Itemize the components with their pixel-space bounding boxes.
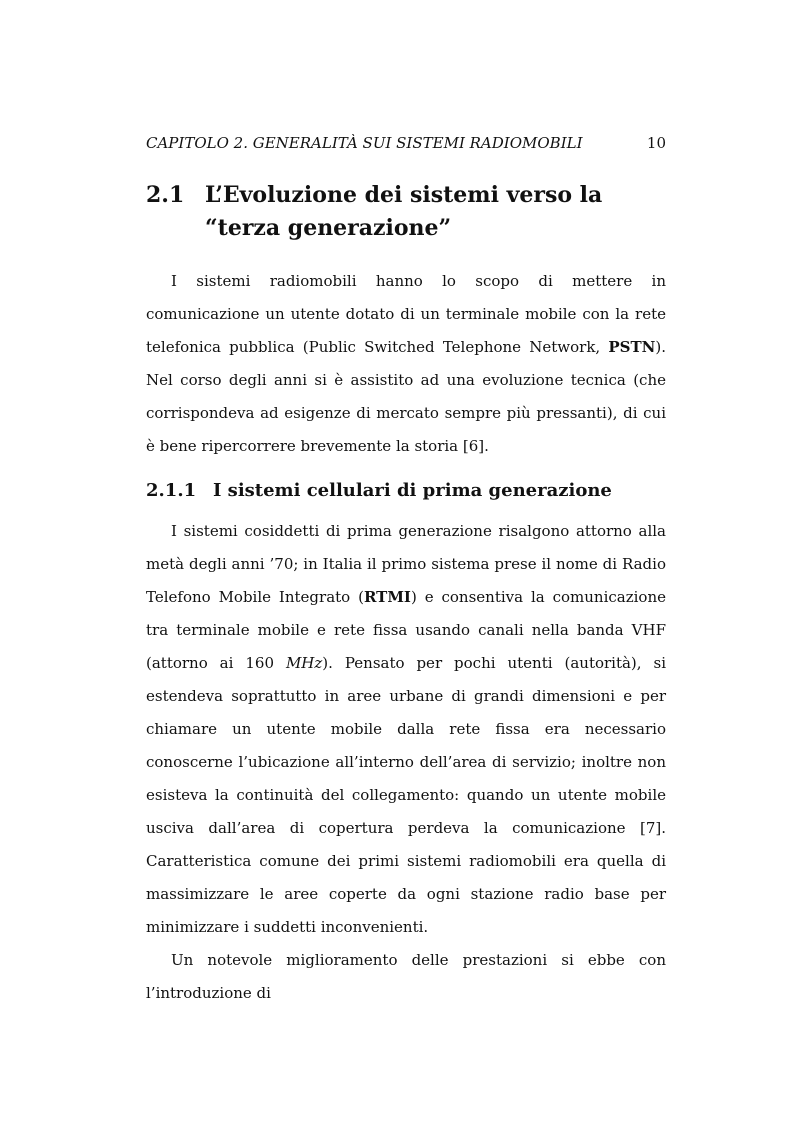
page-number: 10 bbox=[646, 134, 666, 152]
frequency-unit: MHz bbox=[285, 654, 323, 672]
paragraph-intro bbox=[146, 265, 666, 463]
pstn-abbreviation: PSTN bbox=[608, 338, 656, 356]
document-page bbox=[146, 132, 666, 1010]
paragraph-first-generation-text-2: ) e consentiva la comunicazione tra terminale mobile e rete fissa usando canali nella banda VHF (attorno ai 160 bbox=[146, 588, 666, 672]
paragraph-continuation bbox=[146, 944, 666, 1010]
section-title: L’Evoluzione dei sistemi verso la “terza generazione” bbox=[205, 182, 603, 241]
section-heading bbox=[146, 179, 666, 245]
paragraph-intro-text-1: I sistemi radiomobili hanno lo scopo di mettere in comunicazione un utente dotato di un terminale mobile con la rete telefonica pubblica (Public Switched Telephone Network, bbox=[146, 272, 666, 356]
paragraph-continuation-text: Un notevole miglioramento delle prestazioni si ebbe con l’introduzione di bbox=[146, 951, 666, 1002]
subsection-title: I sistemi cellulari di prima generazione bbox=[213, 480, 612, 501]
subsection-heading bbox=[146, 475, 666, 507]
section-number: 2.1 bbox=[146, 182, 185, 208]
rtmi-abbreviation: RTMI bbox=[363, 588, 411, 606]
paragraph-first-generation bbox=[146, 515, 666, 944]
chapter-title: CAPITOLO 2. GENERALITÀ SUI SISTEMI RADIOMOBILI bbox=[146, 134, 583, 152]
paragraph-first-generation-text-3: ). Pensato per pochi utenti (autorità), si estendeva soprattutto in aree urbane di grandi dimensioni e per chiamare un utente mobile dalla rete fissa era necessario conoscerne l’ubicazione all’interno dell’area di servizio; inoltre non esisteva la continuità del collegamento: quando un utente mobile usciva dall’area di copertura perdeva la comunicazione [7]. Caratteristica comune dei primi sistemi radiomobili era quella di massimizzare le aree coperte da ogni stazione radio base per minimizzare i suddetti inconvenienti. bbox=[146, 654, 666, 936]
paragraph-intro-text-2: ). Nel corso degli anni si è assistito ad una evoluzione tecnica (che corrispondeva ad esigenze di mercato sempre più pressanti), di cui è bene ripercorrere brevemente la storia [6]. bbox=[146, 338, 666, 455]
running-header bbox=[146, 132, 666, 156]
paragraph-first-generation-text-1: I sistemi cosiddetti di prima generazione risalgono attorno alla metà degli anni ’70; in Italia il primo sistema prese il nome di Radio Telefono Mobile Integrato ( bbox=[146, 522, 666, 606]
subsection-number: 2.1.1 bbox=[146, 480, 197, 501]
